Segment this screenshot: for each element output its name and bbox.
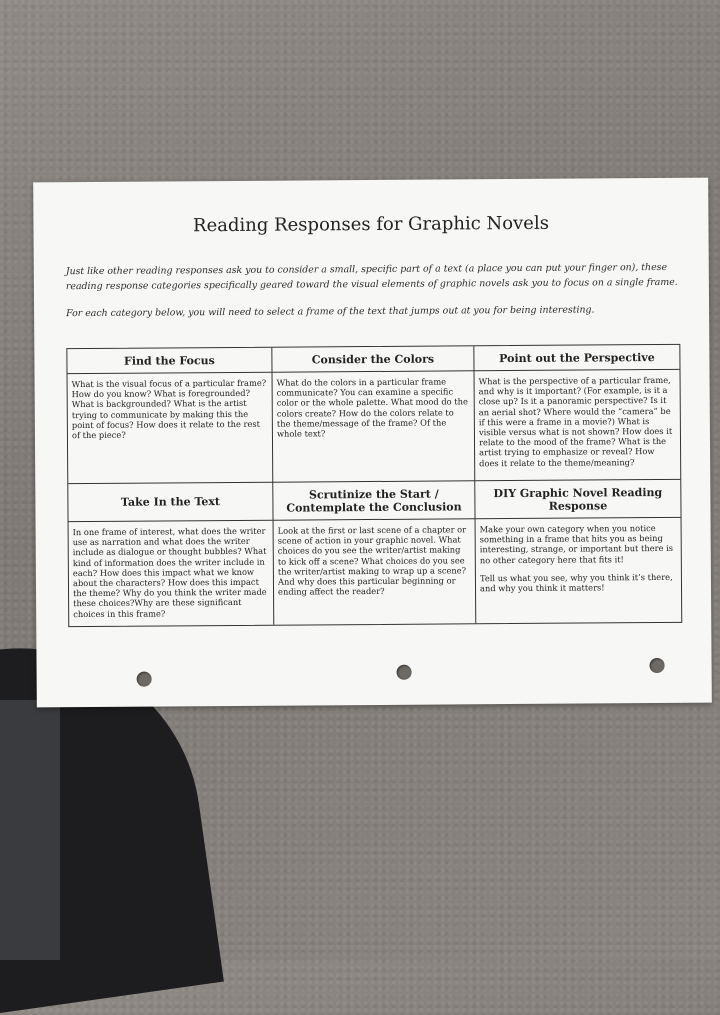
intro-paragraph: Just like other reading responses ask you to consider a small, specific part of a text (a place you can put your finger on), these reading response categories specifically geared toward the visual elements of graphic novels ask you to focus on a single frame. bbox=[65, 261, 678, 293]
heading-consider-the-colors: Consider the Colors bbox=[272, 346, 474, 372]
body-find-the-focus: What is the visual focus of a particular frame? How do you know? What is foregrounded? What is backgrounded? What is the artist trying to communicate by making this the point of focus? How does it relate to the rest of the piece? bbox=[68, 373, 274, 484]
punch-hole-left bbox=[137, 672, 152, 687]
body-diy-response bbox=[476, 518, 682, 623]
punch-hole-middle bbox=[397, 665, 412, 680]
heading-point-out-the-perspective: Point out the Perspective bbox=[474, 345, 679, 371]
heading-scrutinize-the-start: Scrutinize the Start / Contemplate the Conclusion bbox=[273, 481, 475, 520]
page-title: Reading Responses for Graphic Novels bbox=[192, 212, 550, 237]
instruction-paragraph: For each category below, you will need to select a frame of the text that jumps out at you for being interesting. bbox=[66, 304, 595, 320]
heading-diy-response: DIY Graphic Novel Reading Response bbox=[475, 480, 680, 519]
body-point-out-the-perspective: What is the perspective of a particular frame, and why is it important? (For example, is it a close up? Is it a panoramic perspective? Is it an aerial shot? Where would the “camera” be if this were a frame in a movie?) What is visible versus what is not shown? How does it relate to the mood of the frame? What is the artist trying to emphasize or reveal? How does it relate to the theme/meaning? bbox=[475, 370, 681, 481]
body-scrutinize-the-start: Look at the first or last scene of a chapter or scene of action in your graphic novel. What choices do you see the writer/artist making to kick off a scene? What choices do you see the writer/artist making to wrap up a scene? And why does this particular beginning or ending affect the reader? bbox=[274, 519, 477, 624]
body-consider-the-colors: What do the colors in a particular frame communicate? You can examine a specific color or the whole palette. What mood do the colors create? How do the colors relate to the theme/message of the frame? Of the whole text? bbox=[273, 371, 476, 482]
heading-find-the-focus: Find the Focus bbox=[67, 348, 272, 374]
diy-paragraph-1: Make your own category when you notice something in a frame that hits you as being interesting, strange, or important but there is no other category here that fits it! bbox=[479, 523, 674, 565]
heading-take-in-the-text: Take In the Text bbox=[68, 483, 273, 522]
category-table bbox=[66, 344, 682, 627]
punch-hole-right bbox=[650, 658, 665, 673]
diy-paragraph-2: Tell us what you see, why you think it’s there, and why you think it matters! bbox=[479, 571, 673, 594]
handout-paper bbox=[33, 178, 712, 708]
floor-shadow bbox=[0, 700, 60, 960]
body-take-in-the-text: In one frame of interest, what does the writer use as narration and what does the writer include as dialogue or thought bubbles? What kind of information does the writer include in each? How does this impact what we know about the characters? How does this impact the theme? Why do you think the writer made these choices?Why are these significant choices in this frame? bbox=[69, 521, 275, 626]
